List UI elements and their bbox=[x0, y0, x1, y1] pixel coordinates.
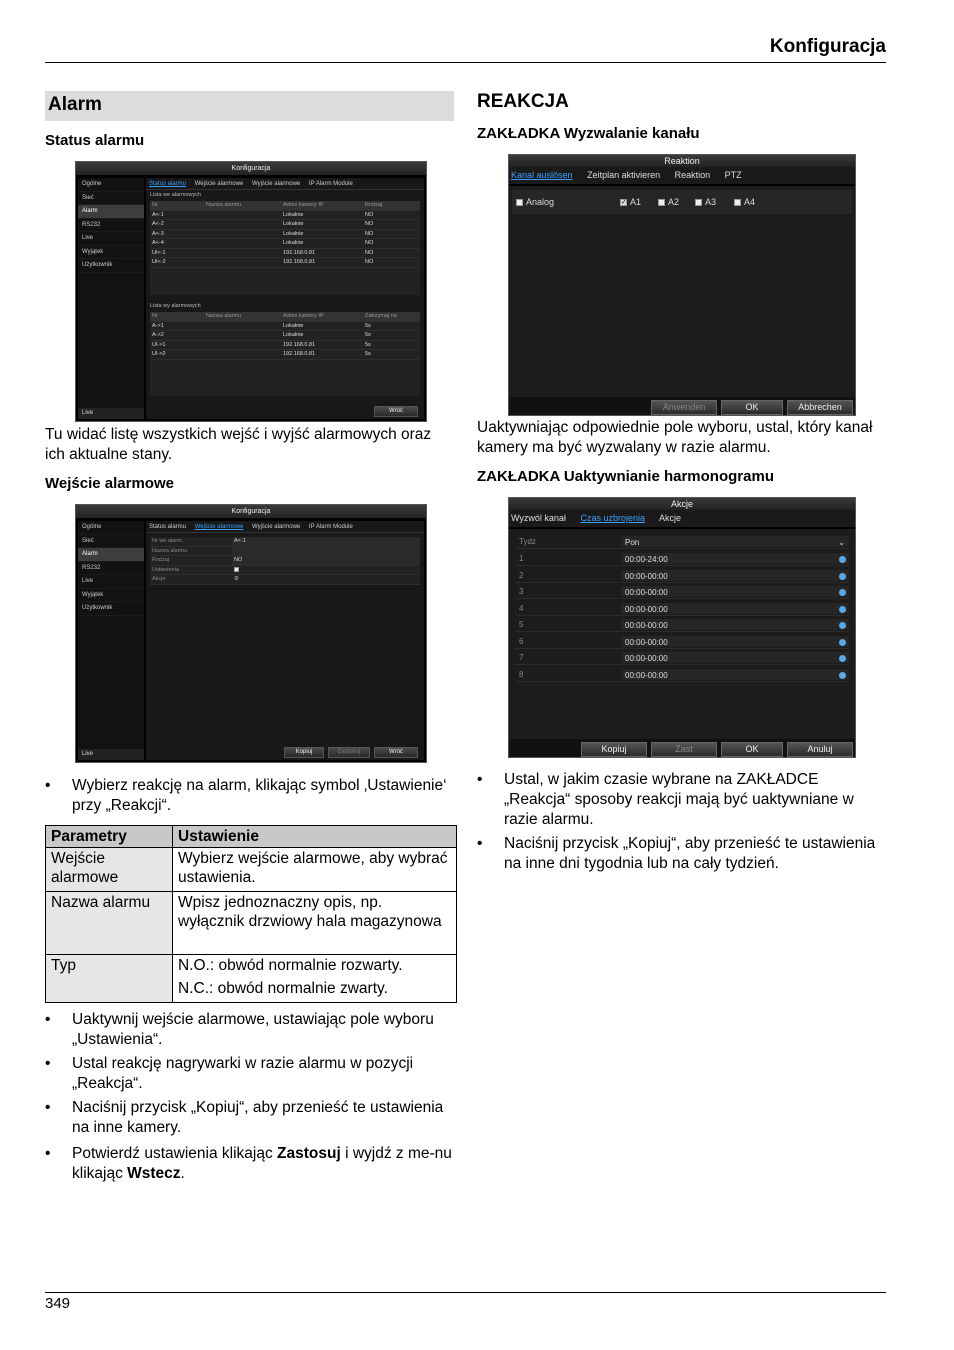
ok-button[interactable]: OK bbox=[721, 400, 783, 415]
list-item: • Naciśnij przycisk „Kopiuj“, aby przenieść te ustawienia na inne kamery. bbox=[45, 1098, 455, 1138]
tab-bar bbox=[146, 178, 424, 190]
menu-item[interactable]: Live bbox=[78, 232, 144, 246]
chevron-down-icon: ⌄ bbox=[838, 538, 845, 547]
tab-schedule[interactable]: Zeitplan aktivieren bbox=[587, 170, 661, 180]
inputs-caption: Lista we alarmowych bbox=[150, 192, 202, 198]
cancel-button[interactable]: Abbrechen bbox=[787, 400, 853, 415]
ok-button[interactable]: OK bbox=[721, 742, 783, 757]
time-range-field[interactable]: 00:00-00:00 bbox=[621, 586, 849, 597]
live-button[interactable]: Live bbox=[78, 749, 144, 760]
reaction-heading: REAKCJA bbox=[477, 91, 569, 112]
list-item: • Uaktywnij wejście alarmowe, ustawiając pole wyboru „Ustawienia“. bbox=[45, 1010, 455, 1050]
status-description: Tu widać listę wszystkich wejść i wyjść alarmowych oraz ich aktualne stany. bbox=[45, 426, 432, 463]
gear-icon[interactable]: ⚙ bbox=[234, 576, 239, 582]
tab-arming-schedule[interactable]: Czas uzbrojenia bbox=[580, 513, 645, 523]
channel-a3-checkbox[interactable]: A3 bbox=[695, 190, 716, 214]
list-item: • Naciśnij przycisk „Kopiuj“, aby przenieść te ustawienia na inne dni tygodnia lub na cały tydzień. bbox=[477, 834, 877, 874]
menu-item[interactable]: Ogólne bbox=[78, 178, 144, 192]
tab-ptz[interactable]: PTZ bbox=[724, 170, 742, 180]
back-button[interactable]: Wróć bbox=[374, 747, 418, 758]
apply-button[interactable]: Zastosuj bbox=[328, 747, 370, 758]
tab-bar bbox=[509, 510, 855, 527]
table-row: A<-3 Lokalnie NO bbox=[150, 230, 420, 240]
table-row: Wejście alarmowe Wybierz wejście alarmowe, aby wybrać ustawienia. bbox=[46, 848, 457, 892]
schedule-row: 2 00:00-00:00 bbox=[515, 569, 849, 583]
table-row: A<-1 Lokalnie NO bbox=[150, 211, 420, 221]
field-row: Akcje ⚙ bbox=[150, 575, 420, 585]
table-row: A->2 Lokalnie 5s bbox=[150, 331, 420, 341]
status-heading: Status alarmu bbox=[45, 132, 145, 149]
shot-title: Reaktion bbox=[509, 155, 855, 167]
menu-item[interactable]: Live bbox=[78, 575, 144, 589]
edit-icon[interactable] bbox=[839, 556, 846, 563]
main-panel bbox=[146, 521, 424, 760]
tab1-description: Uaktywniając odpowiednie pole wyboru, ustal, który kanał kamery ma być wyzwalany w razie alarmu. bbox=[477, 419, 873, 456]
menu-item[interactable]: Wyjątek bbox=[78, 246, 144, 260]
menu-item-selected[interactable]: Alarm bbox=[78, 548, 144, 562]
tab-status[interactable]: Status alarmu bbox=[149, 524, 187, 530]
page-number: 349 bbox=[45, 1295, 71, 1312]
settings-checkbox[interactable] bbox=[232, 566, 420, 575]
table-row: UI->2 192.168.0.81 5s bbox=[150, 350, 420, 360]
field-row: Nr we alarm. A<-1 bbox=[150, 537, 420, 547]
copy-button[interactable]: Kopiuj bbox=[581, 742, 647, 757]
settings-bullets bbox=[45, 1010, 455, 1184]
tab-bar bbox=[509, 167, 855, 184]
menu-item[interactable]: Użytkownik bbox=[78, 259, 144, 273]
section-title: Alarm bbox=[45, 91, 454, 121]
list-item: • Wybierz reakcję na alarm, klikając symbol ‚Ustawienie‘ przy „Reakcji“. bbox=[45, 776, 455, 816]
tab-actions[interactable]: Akcje bbox=[659, 513, 682, 523]
tab-bar bbox=[146, 521, 424, 533]
menu-item[interactable]: RS232 bbox=[78, 562, 144, 576]
table-row: A->1 Lokalnie 5s bbox=[150, 322, 420, 332]
table-header-parameters: Parametry bbox=[46, 826, 173, 848]
header-rule bbox=[45, 62, 886, 63]
cancel-button[interactable]: Anuluj bbox=[787, 742, 853, 757]
menu-item[interactable]: RS232 bbox=[78, 219, 144, 233]
day-row: Tydz Pon ⌄ bbox=[515, 535, 849, 549]
input-fields bbox=[150, 537, 420, 585]
table-row: UI<-2 192.168.0.81 NO bbox=[150, 258, 420, 268]
schedule-row: 5 00:00-00:00 bbox=[515, 618, 849, 632]
button-bar bbox=[509, 397, 855, 415]
edit-icon[interactable] bbox=[839, 639, 846, 646]
tab-output[interactable]: Wyjście alarmowe bbox=[251, 181, 301, 187]
schedule-row: 3 00:00-00:00 bbox=[515, 585, 849, 599]
button-bar bbox=[509, 739, 855, 757]
tab1-heading: ZAKŁADKA Wyzwalanie kanału bbox=[477, 125, 700, 142]
footer-rule bbox=[45, 1292, 886, 1293]
shot-title: Konfiguracja bbox=[76, 162, 426, 175]
edit-icon[interactable] bbox=[839, 589, 846, 596]
copy-button[interactable]: Kopiuj bbox=[284, 747, 324, 758]
channel-a4-checkbox[interactable]: A4 bbox=[734, 190, 755, 214]
schedule-row: 8 00:00-00:00 bbox=[515, 668, 849, 682]
tab-reaction[interactable]: Reaktion bbox=[674, 170, 711, 180]
status-alarm-screenshot bbox=[75, 161, 427, 422]
time-range-field[interactable]: 00:00-00:00 bbox=[621, 669, 849, 680]
apply-button[interactable]: Anwenden bbox=[651, 400, 717, 415]
tab-trigger-channel[interactable]: Kanal auslösen bbox=[511, 170, 573, 180]
table-header: Nr Nazwa alarmu Adres kamery IP Zatrzymaj na bbox=[150, 312, 420, 322]
menu-item[interactable]: Sieć bbox=[78, 192, 144, 206]
inputs-table bbox=[150, 201, 420, 295]
schedule-body bbox=[509, 529, 855, 739]
tab-input[interactable]: Wejście alarmowe bbox=[194, 181, 244, 187]
schedule-bullets bbox=[477, 770, 877, 874]
table-header-setting: Ustawienie bbox=[173, 826, 457, 848]
channel-a2-checkbox[interactable]: A2 bbox=[658, 190, 679, 214]
type-select[interactable]: NO bbox=[232, 556, 420, 565]
table-row: A<-4 Lokalnie NO bbox=[150, 239, 420, 249]
schedule-row: 7 00:00-00:00 bbox=[515, 651, 849, 665]
schedule-row: 6 00:00-00:00 bbox=[515, 635, 849, 649]
side-menu bbox=[78, 521, 144, 760]
time-range-field[interactable]: 00:00-00:00 bbox=[621, 652, 849, 663]
tab-ip-module[interactable]: IP Alarm Module bbox=[308, 524, 353, 530]
analog-checkbox[interactable]: Analog bbox=[516, 197, 554, 207]
analog-row bbox=[512, 190, 852, 214]
trigger-channel-screenshot bbox=[508, 154, 856, 416]
day-select[interactable]: Pon ⌄ bbox=[621, 536, 849, 547]
edit-icon[interactable] bbox=[839, 606, 846, 613]
menu-item[interactable]: Użytkownik bbox=[78, 602, 144, 616]
alarm-number-select[interactable]: A<-1 bbox=[232, 537, 420, 546]
table-header: Nr Nazwa alarmu Adres kamery IP Rodzaj bbox=[150, 201, 420, 211]
edit-icon[interactable] bbox=[839, 573, 846, 580]
menu-item-selected[interactable]: Alarm bbox=[78, 205, 144, 219]
schedule-screenshot bbox=[508, 497, 856, 758]
tab-status[interactable]: Status alarmu bbox=[149, 181, 187, 187]
shot-title: Akcje bbox=[509, 498, 855, 510]
time-range-field[interactable]: 00:00-00:00 bbox=[621, 603, 849, 614]
page-header-title: Konfiguracja bbox=[769, 36, 886, 57]
tab2-heading: ZAKŁADKA Uaktywnianie harmonogramu bbox=[477, 468, 774, 485]
time-range-field[interactable]: 00:00-00:00 bbox=[621, 619, 849, 630]
table-row: A<-2 Lokalnie NO bbox=[150, 220, 420, 230]
alarm-input-screenshot bbox=[75, 504, 427, 763]
list-item: • Potwierdź ustawienia klikając Zastosuj i wyjdź z me-nu klikając Wstecz. bbox=[45, 1144, 455, 1184]
live-button[interactable]: Live bbox=[78, 408, 144, 419]
parameters-table bbox=[45, 825, 457, 1003]
time-range-field[interactable]: 00:00-00:00 bbox=[621, 570, 849, 581]
table-row: UI->1 192.168.0.81 5s bbox=[150, 341, 420, 351]
main-panel bbox=[146, 178, 424, 419]
field-row: Rodzaj NO bbox=[150, 556, 420, 566]
back-button[interactable]: Wróć bbox=[374, 406, 418, 417]
reaction-bullet bbox=[45, 776, 455, 816]
shot-title: Konfiguracja bbox=[76, 505, 426, 518]
menu-item[interactable]: Wyjątek bbox=[78, 589, 144, 603]
table-row: Typ N.O.: obwód normalnie rozwarty. N.C.: obwód normalnie zwarty. bbox=[46, 955, 457, 1003]
tab-ip-module[interactable]: IP Alarm Module bbox=[308, 181, 353, 187]
table-row: UI<-1 192.168.0.81 NO bbox=[150, 249, 420, 259]
field-row: Ustawienia bbox=[150, 566, 420, 576]
edit-icon[interactable] bbox=[839, 672, 846, 679]
field-row: Nazwa alarmu bbox=[150, 547, 420, 557]
apply-button[interactable]: Zast bbox=[651, 742, 717, 757]
trigger-body bbox=[509, 186, 855, 397]
time-range-field[interactable]: 00:00-24:00 bbox=[621, 553, 849, 564]
outputs-table bbox=[150, 312, 420, 396]
edit-icon[interactable] bbox=[839, 622, 846, 629]
tab-trigger-channel[interactable]: Wyzwól kanał bbox=[511, 513, 566, 523]
outputs-caption: Lista wy alarmowych bbox=[150, 303, 201, 309]
tab-output[interactable]: Wyjście alarmowe bbox=[251, 524, 301, 530]
side-menu bbox=[78, 178, 144, 419]
alarm-name-input[interactable] bbox=[232, 547, 420, 556]
time-range-field[interactable]: 00:00-00:00 bbox=[621, 636, 849, 647]
edit-icon[interactable] bbox=[839, 655, 846, 662]
schedule-row: 1 00:00-24:00 bbox=[515, 552, 849, 566]
schedule-row: 4 00:00-00:00 bbox=[515, 602, 849, 616]
table-row: Nazwa alarmu Wpisz jednoznaczny opis, np. wyłącznik drzwiowy hala magazynowa bbox=[46, 892, 457, 955]
menu-item[interactable]: Ogólne bbox=[78, 521, 144, 535]
input-heading: Wejście alarmowe bbox=[45, 475, 174, 492]
menu-item[interactable]: Sieć bbox=[78, 535, 144, 549]
tab-input[interactable]: Wejście alarmowe bbox=[194, 524, 244, 530]
list-item: • Ustal, w jakim czasie wybrane na ZAKŁADCE „Reakcja“ sposoby reakcji mają być uaktywniane w razie alarmu. bbox=[477, 770, 877, 830]
list-item: • Ustal reakcję nagrywarki w razie alarmu w pozycji „Reakcja“. bbox=[45, 1054, 455, 1094]
channel-a1-checkbox[interactable]: ✓ A1 bbox=[621, 197, 642, 207]
